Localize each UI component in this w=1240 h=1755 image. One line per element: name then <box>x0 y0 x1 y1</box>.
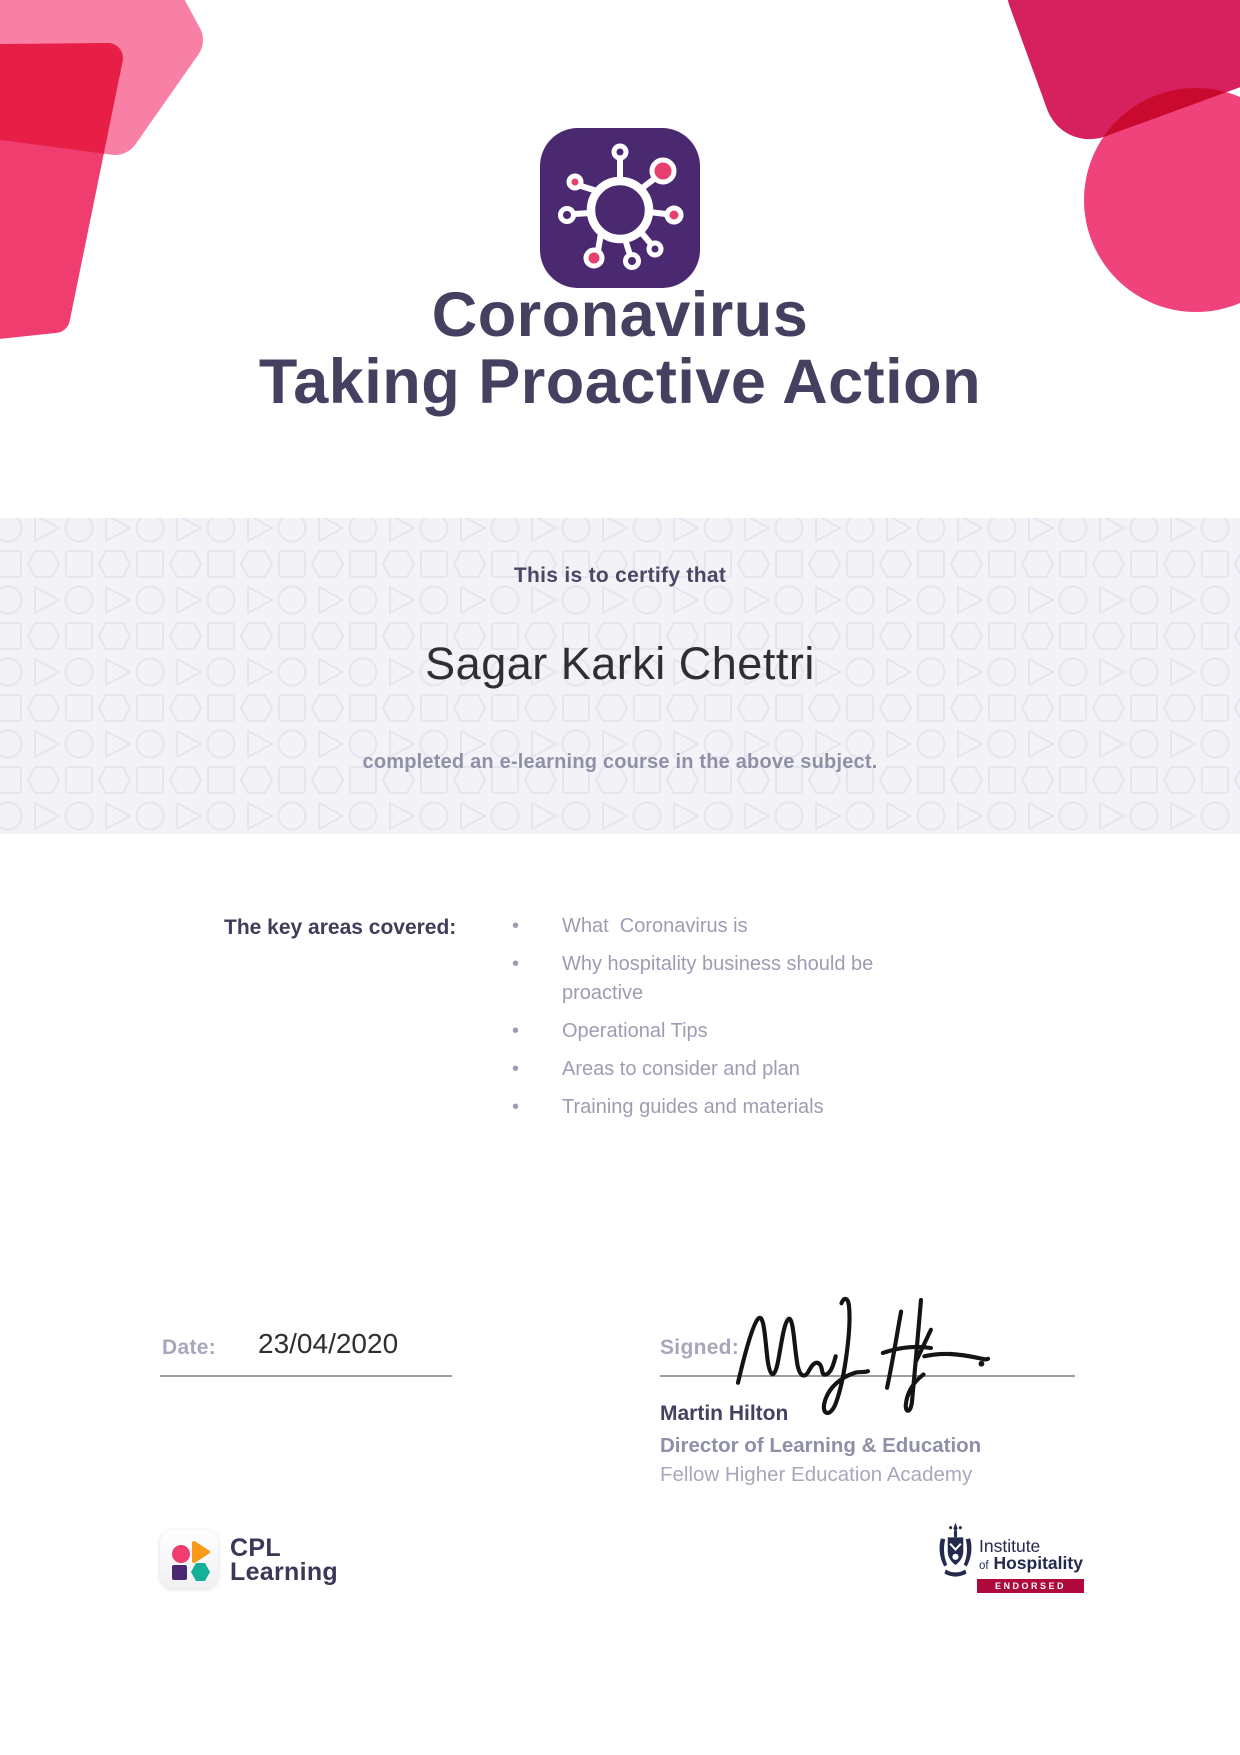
key-area-item: • Operational Tips <box>500 1017 892 1046</box>
certify-intro-text: This is to certify that <box>513 564 727 587</box>
certify-band <box>0 518 1240 834</box>
endorsed-badge: ENDORSED <box>977 1579 1084 1593</box>
key-area-item: • Why hospitality business should be proactive <box>500 950 892 1008</box>
date-label: Date: <box>162 1336 217 1359</box>
completion-text: completed an e-learning course in the above subject. <box>362 751 878 773</box>
key-area-item: • Areas to consider and plan <box>500 1055 892 1084</box>
ioh-word-institute: Institute <box>979 1536 1041 1556</box>
ioh-wordmark <box>979 1537 1083 1575</box>
signatory-credential: Fellow Higher Education Academy <box>660 1463 973 1486</box>
cpl-word-line1: CPL <box>230 1534 281 1562</box>
course-title-line1: Coronavirus <box>431 280 809 350</box>
date-value: 23/04/2020 <box>258 1328 399 1359</box>
cpl-word-line2: Learning <box>230 1558 338 1586</box>
signed-label: Signed: <box>660 1336 740 1359</box>
course-title <box>0 282 1240 416</box>
cpl-wordmark <box>230 1536 338 1584</box>
key-area-item: • What Coronavirus is <box>500 912 892 941</box>
date-underline <box>160 1375 452 1377</box>
ioh-word-of: of <box>979 1560 989 1572</box>
virus-icon <box>540 128 700 288</box>
cpl-logo-icon <box>160 1530 218 1588</box>
ioh-crest-icon <box>938 1522 973 1578</box>
signature-graphic <box>733 1278 998 1418</box>
ioh-word-hospitality-bold: Hospitality <box>993 1553 1083 1573</box>
ioh-word-hospitality <box>979 1555 1083 1575</box>
key-area-item: • Training guides and materials <box>500 1093 892 1122</box>
cpl-learning-logo <box>160 1530 338 1588</box>
key-areas-list <box>500 912 892 1131</box>
signatory-title: Director of Learning & Education <box>660 1434 982 1457</box>
course-title-line2: Taking Proactive Action <box>258 347 982 417</box>
signatory-name: Martin Hilton <box>660 1402 789 1425</box>
recipient-name: Sagar Karki Chettri <box>425 638 815 689</box>
key-areas-label: The key areas covered: <box>224 916 457 939</box>
